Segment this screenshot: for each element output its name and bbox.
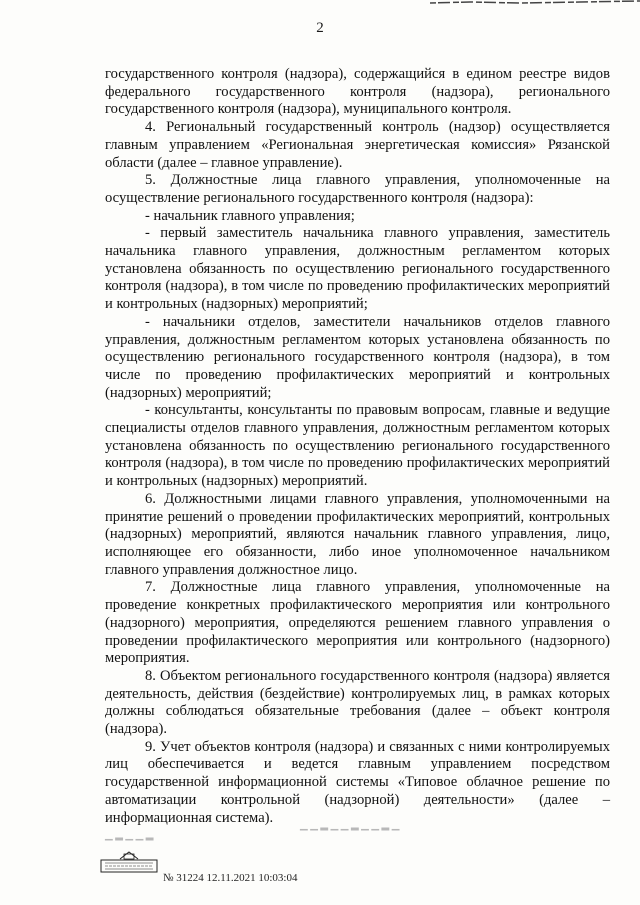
list-item-deputies: - первый заместитель начальника главного управления, заместитель начальника главного управления, должностным регламентом которых установлена обязанность по осуществлению регионального государственного контроля (надзора), в том числе по проведению профилактических мероприятий и контрольных (надзорных) мероприятий; bbox=[105, 225, 610, 313]
list-item-head: - начальник главного управления; bbox=[145, 207, 355, 224]
page-number: 2 bbox=[316, 20, 324, 36]
bleed-through-text: ▁ ▁ ▂ ▁ ▁ ▂ ▁ ▁ ▂ ▁ bbox=[300, 820, 400, 831]
bleed-through-text: ▁ ▂ ▁ ▁ ▂ bbox=[105, 830, 154, 841]
paragraph-continuation: государственного контроля (надзора), содержащийся в едином реестре видов федерального государственного контроля (надзора), регионального государственного контроля (надзора), муниципального контроля. bbox=[105, 66, 610, 118]
paragraph-8: 8. Объектом регионального государственного контроля (надзора) является деятельность, действия (бездействие) контролируемых лиц, в рамках которых должны соблюдаться обязательные требования (далее – объект контроля (надзора). bbox=[105, 667, 610, 738]
scan-artifact bbox=[430, 0, 640, 6]
document-body bbox=[105, 66, 610, 827]
paragraph-5: 5. Должностные лица главного управления, уполномоченные на осуществление регионального государственного контроля (надзора): bbox=[105, 172, 610, 206]
paragraph-6: 6. Должностными лицами главного управления, уполномоченными на принятие решений о проведении профилактических мероприятий, контрольных (надзорных) мероприятий, являются начальник главного управления, лицо, исполняющее его обязанности, либо иное уполномоченное начальником главного управления должностное лицо. bbox=[105, 490, 610, 578]
list-item-consultants: - консультанты, консультанты по правовым вопросам, главные и ведущие специалисты отделов главного управления, должностным регламентом которых установлена обязанность по осуществлению регионального государственного контроля (надзора), в том числе по проведению профилактических мероприятий и контрольных (надзорных) мероприятий. bbox=[105, 402, 610, 490]
registration-stamp-icon bbox=[100, 850, 158, 876]
paragraph-7: 7. Должностные лица главного управления, уполномоченные на проведение конкретных профилактического мероприятия или контрольного (надзорного) мероприятия, определяются решением главного управления о проведении профилактического мероприятия или контрольного (надзорного) мероприятия. bbox=[105, 579, 610, 667]
paragraph-4: 4. Региональный государственный контроль (надзор) осуществляется главным управлением «Региональная энергетическая комиссия» Рязанской области (далее – главное управление). bbox=[105, 119, 610, 171]
paragraph-9: 9. Учет объектов контроля (надзора) и связанных с ними контролируемых лиц обеспечивается и ведется главным управлением посредством государственной информационной системы «Типовое облачное решение по автоматизации контрольной (надзорной) деятельности» (далее – информационная система). bbox=[105, 738, 610, 826]
list-item-department-heads: - начальники отделов, заместители начальников отделов главного управления, должностным регламентом которых установлена обязанность по осуществлению регионального государственного контроля (надзора), в том числе по проведению профилактических мероприятий и контрольных (надзорных) мероприятий; bbox=[105, 313, 610, 401]
registration-number: № 31224 12.11.2021 10:03:04 bbox=[163, 872, 298, 884]
